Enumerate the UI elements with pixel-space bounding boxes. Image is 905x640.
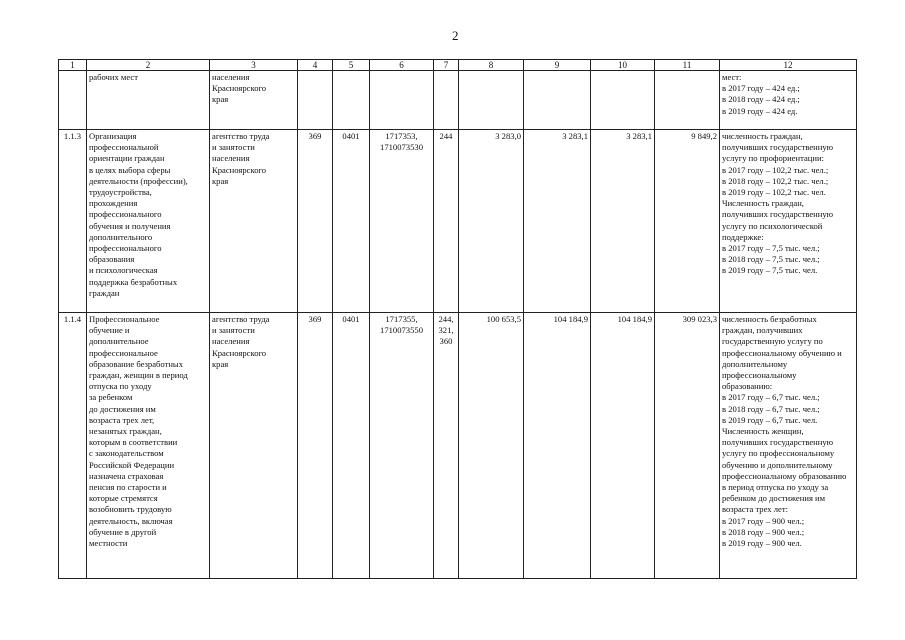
expense-type-code: 244, 321, 360 xyxy=(434,313,459,579)
table-row xyxy=(59,313,857,579)
column-header: 2 xyxy=(87,60,210,71)
section-code: 0401 xyxy=(333,130,370,313)
amount-2018: 104 184,9 xyxy=(524,313,591,579)
expense-type-code: 244 xyxy=(434,130,459,313)
responsible-executor: агентство труда и занятости населения Красноярского края xyxy=(210,313,298,579)
amount-2019 xyxy=(591,71,655,130)
grbs-code: 369 xyxy=(298,313,333,579)
amount-total: 309 023,3 xyxy=(655,313,720,579)
amount-2018 xyxy=(524,71,591,130)
section-code: 0401 xyxy=(333,313,370,579)
measure-name: рабочих мест xyxy=(87,71,210,130)
column-header: 1 xyxy=(59,60,87,71)
item-number xyxy=(59,71,87,130)
item-number: 1.1.3 xyxy=(59,130,87,313)
expected-result: численность граждан, получивших государственную услугу по профориентации: в 2017 году – 102,2 тыс. чел.; в 2018 году – 102,2 тыс. чел.; в 2019 году – 102,2 тыс. чел. Численность граждан, получивших государственную услугу по психологической поддержке: в 2017 году – 7,5 тыс. чел.; в 2018 году – 7,5 тыс. чел.; в 2019 году – 7,5 тыс. чел. xyxy=(720,130,857,313)
column-header: 4 xyxy=(298,60,333,71)
column-header: 9 xyxy=(524,60,591,71)
grbs-code: 369 xyxy=(298,130,333,313)
amount-2019: 3 283,1 xyxy=(591,130,655,313)
program-table xyxy=(58,59,857,579)
amount-total xyxy=(655,71,720,130)
column-header: 3 xyxy=(210,60,298,71)
table-row xyxy=(59,71,857,130)
column-header: 7 xyxy=(434,60,459,71)
measure-name: Организация профессиональной ориентации граждан в целях выбора сферы деятельности (профессии), трудоустройства, прохождения профессионального обучения и получения дополнительного профессионального образования и психологическая поддержка безработных граждан xyxy=(87,130,210,313)
amount-total: 9 849,2 xyxy=(655,130,720,313)
amount-2017: 3 283,0 xyxy=(459,130,524,313)
target-article-code: 1717353, 1710073530 xyxy=(370,130,434,313)
column-header: 12 xyxy=(720,60,857,71)
column-header: 10 xyxy=(591,60,655,71)
target-article-code xyxy=(370,71,434,130)
responsible-executor: населения Красноярского края xyxy=(210,71,298,130)
target-article-code: 1717355, 1710073550 xyxy=(370,313,434,579)
column-header: 8 xyxy=(459,60,524,71)
expected-result: мест: в 2017 году – 424 ед.; в 2018 году – 424 ед.; в 2019 году – 424 ед. xyxy=(720,71,857,130)
page-number: 2 xyxy=(452,28,459,43)
amount-2017: 100 653,5 xyxy=(459,313,524,579)
table-row xyxy=(59,130,857,313)
expected-result: численность безработных граждан, получивших государственную услугу по профессиональному обучению и дополнительному профессиональному образованию: в 2017 году – 6,7 тыс. чел.; в 2018 году – 6,7 тыс. чел.; в 2019 году – 6,7 тыс. чел. Численность женщин, получивших государственную услугу по профессиональному обучению и дополнительному профессиональному образованию в период отпуска по уходу за ребенком до достижения им возраста трех лет: в 2017 году – 900 чел.; в 2018 году – 900 чел.; в 2019 году – 900 чел. xyxy=(720,313,857,579)
expense-type-code xyxy=(434,71,459,130)
column-number-row xyxy=(59,60,857,71)
column-header: 5 xyxy=(333,60,370,71)
responsible-executor: агентство труда и занятости населения Красноярского края xyxy=(210,130,298,313)
grbs-code xyxy=(298,71,333,130)
column-header: 11 xyxy=(655,60,720,71)
amount-2018: 3 283,1 xyxy=(524,130,591,313)
item-number: 1.1.4 xyxy=(59,313,87,579)
amount-2017 xyxy=(459,71,524,130)
section-code xyxy=(333,71,370,130)
amount-2019: 104 184,9 xyxy=(591,313,655,579)
column-header: 6 xyxy=(370,60,434,71)
measure-name: Профессиональное обучение и дополнительное профессиональное образование безработных граждан, женщин в период отпуска по уходу за ребенком до достижения им возраста трех лет, незанятых граждан, которым в соответствии с законодательством Российской Федерации назначена страховая пенсия по старости и которые стремятся возобновить трудовую деятельность, включая обучение в другой местности xyxy=(87,313,210,579)
